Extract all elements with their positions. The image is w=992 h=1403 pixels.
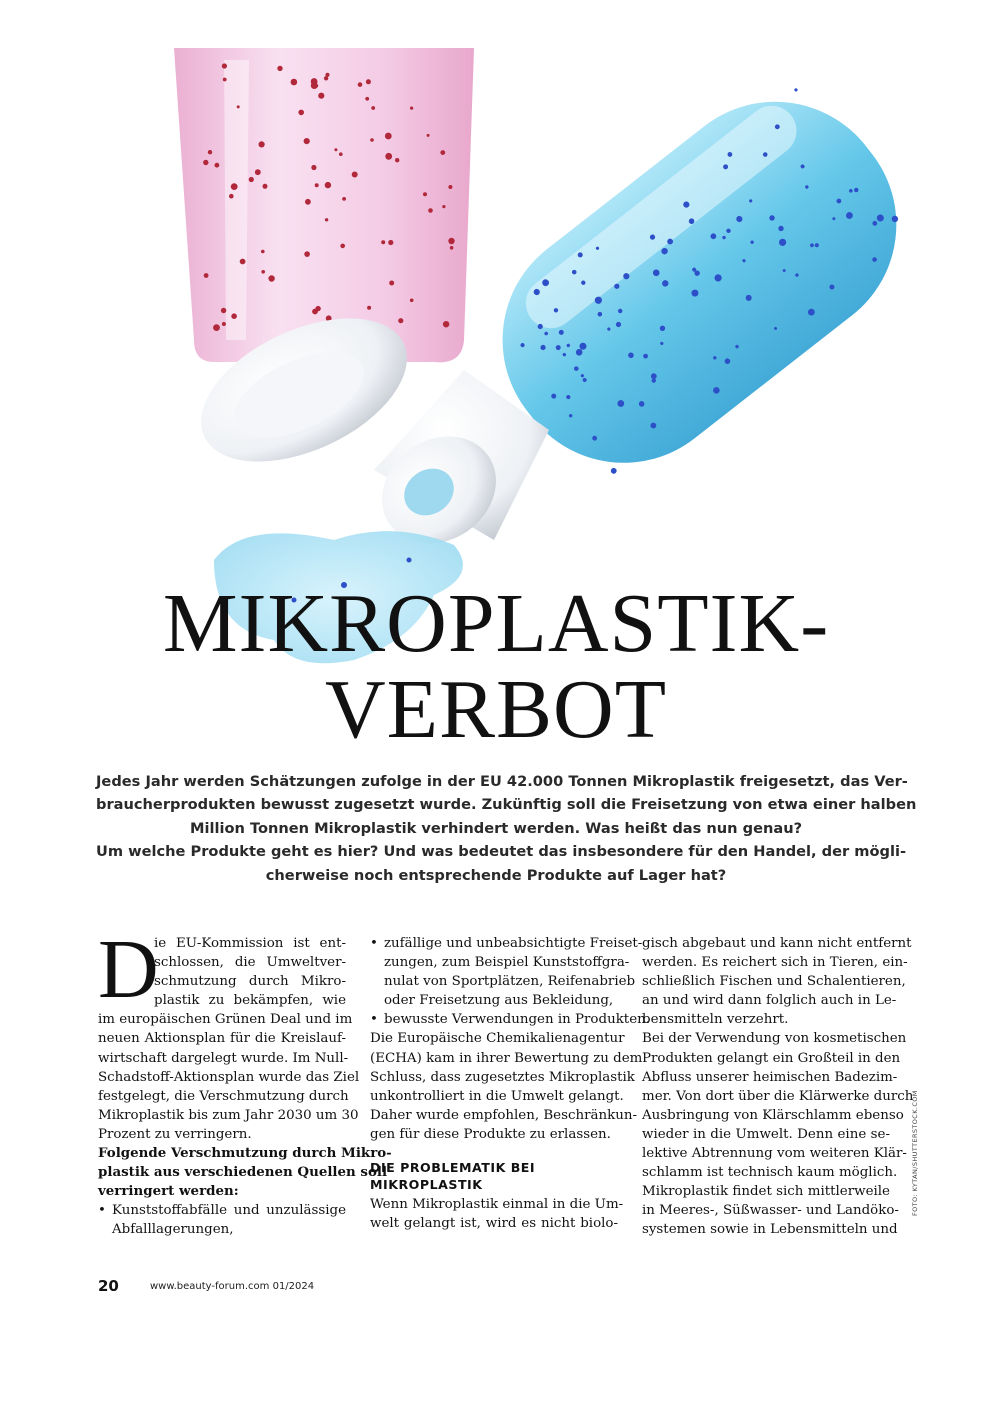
body-line: bensmitteln verzehrt. [642, 1012, 789, 1028]
speckle [277, 66, 282, 71]
speckle [261, 250, 265, 254]
speckle [365, 97, 369, 101]
body-line: schließlich Fischen und Schalentieren, [642, 974, 906, 990]
speckle [291, 79, 298, 86]
bullet-text: Kunststoffabfälle und unzulässige [112, 1203, 346, 1219]
bullet-text: zufällige und unbeabsichtigte Freiset- [384, 936, 643, 951]
body-line: Die Europäische Chemikalienagentur [370, 1031, 625, 1047]
pink-bottle [174, 48, 474, 362]
speckle [450, 246, 454, 250]
body-line: Bei der Verwendung von kosmetischen [642, 1031, 907, 1047]
body-bold-line: plastik aus verschiedenen Quellen soll [98, 1164, 388, 1181]
speckle [325, 218, 328, 221]
speckle [261, 270, 265, 274]
body-line: welt gelangt ist, wird es nicht biolo- [370, 1216, 618, 1232]
speckle [371, 106, 375, 110]
bullet-icon: • [370, 1012, 378, 1028]
body-line: plastik zu bekämpfen, wie [154, 993, 346, 1009]
body-line: an und wird dann folglich auch in Le- [642, 993, 897, 1009]
bullet-text: bewusste Verwendungen in Produkten. [384, 1012, 650, 1028]
body-column-2 [370, 934, 650, 1233]
section-subheading [370, 1159, 618, 1193]
speckle [389, 281, 394, 286]
speckle [385, 153, 392, 160]
body-line: mer. Von dort über die Klärwerke durch [642, 1088, 914, 1104]
body-column-1 [98, 934, 392, 1240]
body-line: Ausbringung von Klärschlamm ebenso [642, 1107, 904, 1123]
bullet-icon: • [98, 1203, 106, 1219]
speckle [448, 238, 454, 244]
bullet-line: nulat von Sportplätzen, Reifenabrieb [384, 974, 636, 990]
speckle [221, 308, 226, 313]
footer-website-issue: www.beauty-forum.com 01/2024 [150, 1281, 315, 1292]
speckle [304, 251, 310, 257]
speckle [428, 208, 433, 213]
body-line: Mikroplastik findet sich mittlerweile [642, 1184, 890, 1200]
lead-paragraph [96, 770, 917, 887]
body-line: lektive Abtrennung vom weiteren Klär- [642, 1146, 907, 1162]
speckle [410, 299, 414, 303]
photo-credit: FOTO: KYTAN/SHUTTERSTOCK.COM [911, 1090, 919, 1216]
body-bold-line: Folgende Verschmutzung durch Mikro- [98, 1145, 392, 1162]
speckle [215, 163, 220, 168]
speckle [259, 141, 265, 147]
speckle [339, 152, 343, 156]
speckle [318, 93, 324, 99]
headline-line-2: VERBOT [325, 663, 667, 756]
speckle [249, 177, 254, 182]
body-line: wirtschaft dargelegt wurde. Im Null- [98, 1050, 349, 1066]
speckle [315, 183, 319, 187]
body-line: neuen Aktionsplan für die Kreislauf- [98, 1031, 346, 1047]
body-column-3 [642, 934, 914, 1240]
speckle [237, 105, 240, 108]
body-line: Prozent zu verringern. [98, 1126, 252, 1142]
speckle [240, 259, 246, 265]
speckle [231, 183, 238, 190]
speckle [311, 78, 318, 85]
speckle [208, 150, 212, 154]
bullet-line: oder Freisetzung aus Bekleidung, [384, 993, 614, 1009]
lead-line: braucherprodukten bewusst zugesetzt wurde. Zukünftig soll die Freisetzung von etwa einer halben [96, 796, 917, 814]
speckle [398, 318, 403, 323]
body-bold-line: verringert werden: [98, 1183, 239, 1200]
speckle [305, 199, 311, 205]
speckle [448, 185, 452, 189]
speckle [385, 133, 392, 140]
body-line: systemen sowie in Lebensmitteln und [642, 1222, 898, 1238]
speckle [255, 169, 261, 175]
bullet-line [370, 1010, 650, 1029]
speckle [222, 63, 227, 68]
body-line: schlamm ist technisch kaum möglich. [642, 1165, 898, 1181]
body-line: in Meeres-, Süßwasser- und Landöko- [642, 1203, 899, 1219]
body-line: gen für diese Produkte zu erlassen. [370, 1126, 611, 1142]
speckle [410, 107, 413, 110]
speckle [442, 205, 445, 208]
body-line: festgelegt, die Verschmutzung durch [98, 1088, 349, 1104]
body-line: ie EU-Kommission ist ent- [154, 936, 346, 951]
speckle [311, 165, 316, 170]
speckle [443, 321, 449, 327]
body-line: Wenn Mikroplastik einmal in die Um- [370, 1197, 624, 1213]
speckle [229, 194, 234, 199]
speckle [423, 192, 427, 196]
speckle [213, 324, 220, 331]
speckle [395, 158, 399, 162]
speckle [263, 184, 268, 189]
subheading-line: DIE PROBLEMATIK BEI [370, 1160, 536, 1176]
speckle [268, 275, 274, 281]
body-line: im europäischen Grünen Deal und im [98, 1012, 353, 1028]
speckle [334, 148, 337, 151]
speckle [204, 273, 209, 278]
body-line: Mikroplastik bis zum Jahr 2030 um 30 [98, 1107, 359, 1123]
body-line: Schluss, dass zugesetztes Mikroplastik [370, 1069, 635, 1085]
bullet-line [98, 1201, 346, 1220]
lead-line: Um welche Produkte geht es hier? Und was bedeutet das insbesondere für den Handel, der mögli- [96, 843, 907, 861]
body-line: schmutzung durch Mikro- [154, 974, 346, 990]
bullet-line [370, 934, 643, 953]
speckle [388, 240, 393, 245]
body-line: wieder in die Umwelt. Denn eine se- [642, 1126, 890, 1142]
speckle [325, 182, 331, 188]
speckle [427, 134, 430, 137]
subheading-line: MIKROPLASTIK [370, 1177, 483, 1193]
bullet-line: Abfalllagerungen, [112, 1222, 234, 1238]
body-line: gisch abgebaut und kann nicht entfernt [642, 936, 912, 951]
speckle [358, 82, 363, 87]
body-line: (ECHA) kam in ihrer Bewertung zu dem [370, 1050, 643, 1066]
page-number: 20 [98, 1277, 119, 1295]
speckle [342, 197, 346, 201]
speckle [223, 78, 227, 82]
bullet-line: zungen, zum Beispiel Kunststoffgra- [384, 955, 630, 971]
speckle [352, 172, 358, 178]
speckle [366, 79, 371, 84]
drop-cap: D [98, 923, 159, 1016]
speckle [203, 160, 208, 165]
speckle [440, 150, 445, 155]
body-line: Schadstoff-Aktionsplan wurde das Ziel [98, 1069, 360, 1085]
body-line: Produkten gelangt ein Großteil in den [642, 1050, 901, 1066]
lead-line: Jedes Jahr werden Schätzungen zufolge in der EU 42.000 Tonnen Mikroplastik freigesetzt, das Ver- [96, 773, 908, 790]
body-line: unkontrolliert in die Umwelt gelangt. [370, 1088, 624, 1104]
speckle [222, 322, 226, 326]
lead-line: cherweise noch entsprechende Produkte auf Lager hat? [265, 866, 727, 884]
speckle [370, 138, 374, 142]
speckle [381, 240, 385, 244]
speckle [298, 110, 304, 116]
body-line: werden. Es reichert sich in Tieren, ein- [642, 955, 908, 971]
body-line: Abfluss unserer heimischen Badezim- [642, 1069, 898, 1085]
bullet-icon: • [370, 936, 378, 951]
lead-line: Million Tonnen Mikroplastik verhindert werden. Was heißt das nun genau? [189, 819, 803, 837]
speckle [367, 306, 371, 310]
speckle [340, 244, 345, 249]
speckle [312, 309, 318, 315]
body-line: Daher wurde empfohlen, Beschränkun- [370, 1107, 638, 1123]
speckle [304, 138, 310, 144]
body-line: schlossen, die Umweltver- [154, 955, 346, 971]
speckle [324, 76, 328, 80]
headline-line-1: MIKROPLASTIK- [162, 577, 830, 670]
speckle [231, 313, 237, 319]
